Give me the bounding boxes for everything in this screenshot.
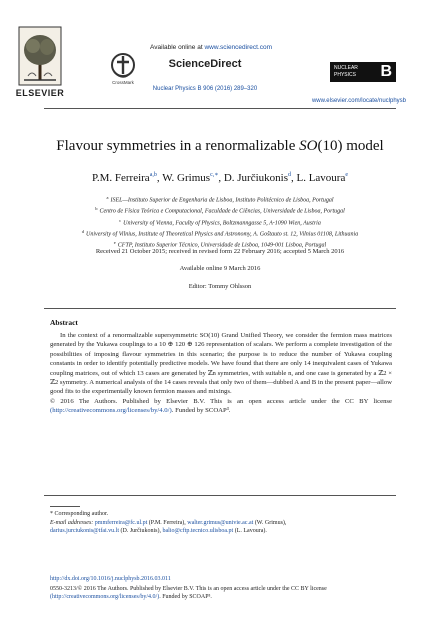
header-divider	[44, 108, 396, 109]
email-owner: (L. Lavoura).	[233, 528, 267, 534]
journal-header	[0, 0, 440, 112]
corresponding-author-note: * Corresponding author.	[50, 511, 109, 517]
author-separator: ,	[290, 172, 297, 184]
author-affiliation-mark[interactable]: a,b	[149, 172, 157, 178]
crossmark-icon[interactable]	[110, 52, 136, 82]
affiliation-mark: b	[95, 206, 98, 212]
journal-logo-line2: PHYSICS	[334, 72, 356, 78]
abstract-copyright	[50, 397, 392, 416]
issn-funded-text: . Funded by SCOAP³.	[159, 594, 212, 600]
abstract-body	[50, 331, 392, 416]
issn-text: 0550-3213/© 2016 The Authors. Published by Elsevier B.V. This is an open access article under the CC BY license	[50, 586, 327, 592]
affiliation-mark: c	[119, 217, 122, 223]
affiliation-item	[20, 217, 420, 228]
title-prefix: Flavour symmetries in a renormalizable	[56, 138, 300, 154]
copyright-text: © 2016 The Authors. Published by Elsevier B.V. This is an open access article under the CC BY license	[50, 397, 392, 405]
author-name: L. Lavoura	[296, 172, 346, 184]
affiliation-item	[20, 205, 420, 216]
email-link[interactable]: darius.jurciukonis@tfai.vu.lt	[50, 528, 120, 534]
email-link[interactable]: balio@cftp.tecnico.ulisboa.pt	[162, 528, 234, 534]
email-addresses	[50, 519, 400, 535]
license-link[interactable]: (http://creativecommons.org/licenses/by/4.0/)	[50, 407, 172, 415]
funded-text: . Funded by SCOAP³.	[171, 407, 231, 415]
email-owner: (P.M. Ferreira),	[147, 520, 188, 526]
email-owner: (D. Jurčiukonis),	[119, 528, 163, 534]
author-affiliation-mark[interactable]: e	[345, 172, 349, 178]
publisher-name: ELSEVIER	[15, 88, 65, 98]
journal-logo-letter: B	[380, 63, 392, 80]
online-date: Available online 9 March 2016	[179, 265, 261, 272]
abstract-text: In the context of a renormalizable supersymmetric SO(10) Grand Unified Theory, we consider the fermion mass matrices generated by the Yukawa couplings to a 10 ⊕ 120 ⊕ 126 representation of scalars. We perform a complete investigation of the possibilities of imposing flavour symmetries in this scenario; the purpose is to reduce the number of Yukawa coupling constants in order to identify potentially predictive models. We have found that there are only 14 inequivalent cases of Yukawa coupling matrices, out of which 13 cases are generated by ℤn symmetries, with suitable n, and one case is generated by a ℤ2 × ℤ2 symmetry. A numerical analysis of the 14 cases reveals that only two of them—dubbed A and B in the present paper—allow good fits to the experimentally known fermion masses and mixings.	[50, 332, 392, 396]
email-label: E-mail addresses:	[50, 520, 94, 526]
author-name: D. Jurčiukonis	[223, 172, 288, 184]
author-separator: ,	[218, 172, 224, 184]
abstract-heading: Abstract	[50, 318, 78, 327]
elsevier-tree-logo	[18, 26, 62, 86]
affiliation-item	[20, 194, 420, 205]
abstract-top-rule	[44, 308, 396, 309]
affiliation-text: University of Vilnius, Institute of Theoretical Physics and Astronomy, A. Goštauto st. 12, Vilnius 01108, Lithuania	[86, 231, 359, 238]
title-suffix: (10) model	[317, 138, 384, 154]
issn-license-line	[50, 585, 400, 601]
email-owner: (W. Grimus),	[253, 520, 287, 526]
affiliation-list	[20, 194, 420, 250]
email-link[interactable]: walter.grimus@univie.ac.at	[187, 520, 254, 526]
author-affiliation-mark[interactable]: c,∗	[210, 172, 219, 178]
doi-link[interactable]: http://dx.doi.org/10.1016/j.nuclphysb.2016.03.011	[50, 576, 171, 582]
author-affiliation-mark[interactable]: d	[287, 172, 291, 178]
editor-line: Editor: Tommy Ohlsson	[188, 283, 252, 290]
platform-name: ScienceDirect	[168, 58, 242, 70]
affiliation-text: CFTP, Instituto Superior Técnico, Universidade de Lisboa, 1049-001 Lisboa, Portugal	[117, 242, 327, 249]
abstract-bottom-rule	[44, 495, 396, 496]
email-link[interactable]: pmmferreira@fc.ul.pt	[94, 520, 148, 526]
received-dates: Received 21 October 2015; received in revised form 22 February 2016; accepted 5 March 2016	[95, 248, 345, 255]
author-name: W. Grimus	[162, 172, 211, 184]
available-prefix: Available online at	[150, 44, 203, 51]
journal-reference[interactable]: Nuclear Physics B 906 (2016) 289–320	[152, 86, 258, 92]
journal-logo-line1: NUCLEAR	[334, 65, 358, 71]
journal-homepage-link[interactable]: www.elsevier.com/locate/nuclphysb	[311, 98, 406, 104]
author-name: P.M. Ferreira	[91, 172, 150, 184]
issn-license-link[interactable]: (http://creativecommons.org/licenses/by/4.0/)	[50, 594, 160, 600]
crossmark-label: CrossMark	[112, 80, 134, 85]
author-list	[30, 171, 410, 184]
affiliation-text: ISEL—Instituto Superior de Engenharia de Lisboa, Instituto Politécnico de Lisboa, Portugal	[110, 197, 334, 204]
title-math: SO	[299, 138, 318, 154]
footnote-rule	[50, 506, 80, 507]
affiliation-mark: a	[106, 195, 109, 200]
affiliation-text: Centro de Física Teórica e Computacional, Faculdade de Ciências, Universidade de Lisboa, Portugal	[99, 208, 345, 215]
affiliation-mark: e	[113, 240, 116, 246]
affiliation-item	[20, 228, 420, 239]
author-separator: ,	[156, 172, 163, 184]
article-title	[30, 138, 410, 155]
available-online-line	[150, 44, 272, 51]
affiliation-mark: d	[81, 228, 85, 234]
sciencedirect-link[interactable]: www.sciencedirect.com	[204, 44, 273, 51]
affiliation-text: University of Vienna, Faculty of Physics, Boltzmanngasse 5, A-1090 Wien, Austria	[123, 220, 321, 227]
journal-logo	[330, 62, 396, 82]
